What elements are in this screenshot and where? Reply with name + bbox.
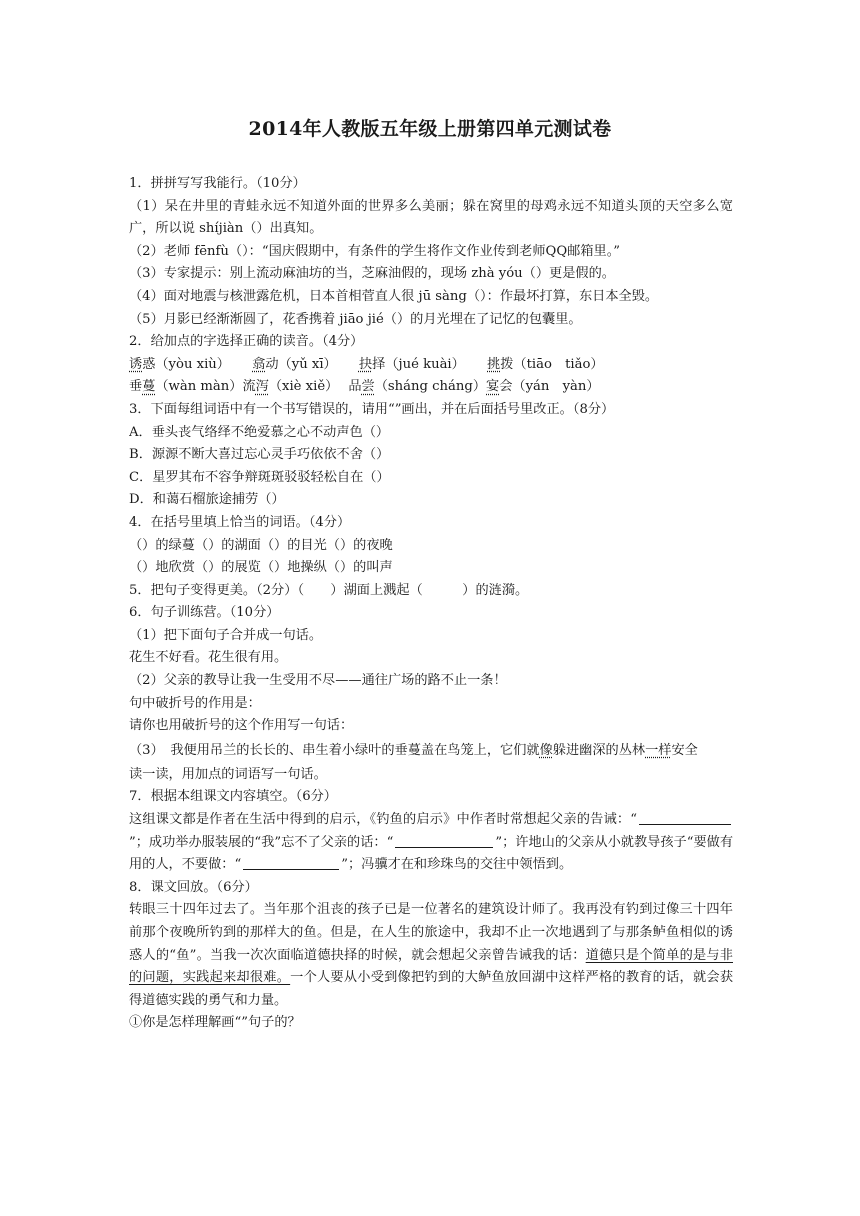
q2-word: 流泻（xiè xiě） bbox=[242, 379, 339, 395]
q1-heading: 1．拼拼写写我能行。（10分） bbox=[129, 176, 306, 191]
q2-word: 品尝（sháng cháng） bbox=[348, 379, 487, 395]
q2-row-1 bbox=[129, 354, 733, 377]
q3-heading: 3．下面每组词语中有一个书写错误的，请用“”画出，并在后面括号里改正。（8分） bbox=[129, 401, 615, 417]
dotted-char: 蔓 bbox=[142, 379, 156, 395]
q5-heading: 5．把句子变得更美。（2分）（ ）湖面上溅起（ ）的涟漪。 bbox=[129, 582, 529, 598]
q6-part-1: （1）把下面句子合并成一句话。 bbox=[129, 627, 323, 643]
underlined-sentence: 道德只是个简单的是与非的问题，实践起来却很难。 bbox=[129, 947, 733, 986]
dotted-char: 翕 bbox=[252, 356, 266, 372]
q7-heading: 7．根据本组课文内容填空。（6分） bbox=[129, 789, 337, 805]
q2-word: 宴会（yán yàn） bbox=[486, 379, 600, 395]
fill-blank[interactable] bbox=[395, 833, 493, 848]
q8-question-1: ①你是怎样理解画“”句子的？ bbox=[129, 1015, 301, 1031]
q6-part-2-question-2: 请你也用破折号的这个作用写一句话： bbox=[129, 718, 354, 734]
q6-part-3: （3） 我便用吊兰的长长的、串生着小绿叶的垂蔓盖在鸟笼上，它们就像躲进幽深的丛林一样安全 bbox=[129, 742, 698, 758]
q6-heading: 6．句子训练营。（10分） bbox=[129, 605, 280, 621]
q1-item-4: （4）面对地震与核泄露危机，日本首相菅直人很 jū sàng（）：作最坏打算，东日本全毁。 bbox=[129, 288, 659, 304]
fill-blank[interactable] bbox=[639, 810, 731, 825]
q2-row-2 bbox=[129, 376, 733, 399]
q1-item-5: （5）月影已经渐渐圆了，花香携着 jiāo jié（）的月光埋在了记忆的包囊里。 bbox=[129, 311, 582, 327]
q3-option-b: B．源源不断大喜过忘心灵手巧依依不舍（） bbox=[129, 447, 390, 463]
page-title: 2014年人教版五年级上册第四单元测试卷 bbox=[248, 118, 612, 140]
q4-row-1: （）的绿蔓（）的湖面（）的目光（）的夜晚 bbox=[129, 537, 393, 553]
q2-word: 挑拨（tiāo tiǎo） bbox=[487, 356, 604, 372]
q8-heading: 8．课文回放。（6分） bbox=[129, 879, 258, 895]
dotted-char: 抉 bbox=[358, 356, 373, 372]
q3-option-d: D．和蔼石榴旅途捕劳（） bbox=[129, 492, 285, 508]
dotted-char: 宴 bbox=[486, 379, 500, 395]
exam-content bbox=[129, 173, 733, 1035]
q4-heading: 4．在括号里填上恰当的词语。（4分） bbox=[129, 514, 351, 530]
q7-text: 这组课文都是作者在生活中得到的启示，《钓鱼的启示》中作者时常想起父亲的告诫：“”；成功举办服装展的“我”忘不了父亲的话：“ ”；许地山的父亲从小就教导孩子“要做有用的人，不要做：“ ”；冯骥才在和珍珠鸟的交往中领悟到。 bbox=[129, 812, 733, 873]
q2-word: 垂蔓（wàn màn） bbox=[129, 379, 243, 395]
fill-blank[interactable] bbox=[243, 855, 339, 870]
q2-word: 抉择（jué kuài） bbox=[358, 356, 465, 372]
q6-part-2-question-1: 句中破折号的作用是： bbox=[129, 695, 261, 711]
q2-heading: 2．给加点的字选择正确的读音。（4分） bbox=[129, 334, 364, 350]
dotted-char: 泻 bbox=[255, 379, 269, 395]
q8-passage: 转眼三十四年过去了。当年那个沮丧的孩子已是一位著名的建筑设计师了。我再没有钓到过像三十四年前那个夜晚所钓到的那样大的鱼。但是，在人生的旅途中，我却不止一次地遇到了与那条鲈鱼相似的诱惑人的“鱼”。当我一次次面临道德抉择的时候，就会想起父亲曾告诫我的话：道德只是个简单的是与非的问题，实践起来却很难。一个人要从小受到像把钓到的大鲈鱼放回湖中这样严格的教育的话，就会获得道德实践的勇气和力量。 bbox=[129, 902, 733, 1008]
q1-item-1: （1）呆在井里的青蛙永远不知道外面的世界多么美丽；躲在窝里的母鸡永远不知道头顶的天空多么宽广，所以说 shíjiàn（）出真知。 bbox=[129, 198, 733, 237]
q1-item-3: （3）专家提示：别上流动麻油坊的当，芝麻油假的，现场 zhà yóu（）更是假的。 bbox=[129, 266, 615, 282]
dotted-word: 一样 bbox=[645, 742, 672, 758]
q4-row-2: （）地欣赏（）的展览（）地操纵（）的叫声 bbox=[129, 560, 393, 576]
dotted-char: 尝 bbox=[361, 379, 375, 395]
dotted-word: 像 bbox=[539, 742, 553, 758]
q6-part-1-text: 花生不好看。花生很有用。 bbox=[129, 650, 288, 666]
q6-part-3-task: 读一读，用加点的词语写一句话。 bbox=[129, 766, 327, 782]
q3-option-a: A．垂头丧气络绎不绝爱慕之心不动声色（） bbox=[129, 424, 390, 440]
q2-word: 翕动（yǔ xī） bbox=[252, 356, 337, 372]
dotted-char: 挑 bbox=[487, 356, 501, 372]
q6-part-2: （2）父亲的教导让我一生受用不尽——通往广场的路不止一条！ bbox=[129, 673, 507, 689]
dotted-char: 诱 bbox=[129, 356, 143, 372]
q2-word: 诱惑（yòu xiù） bbox=[129, 356, 230, 372]
q3-option-c: C．星罗其布不容争辩斑斑驳驳轻松自在（） bbox=[129, 469, 390, 485]
q1-item-2: （2）老师 fēnfù（）：“国庆假期中，有条件的学生将作文作业传到老师QQ邮箱里。” bbox=[129, 243, 621, 259]
